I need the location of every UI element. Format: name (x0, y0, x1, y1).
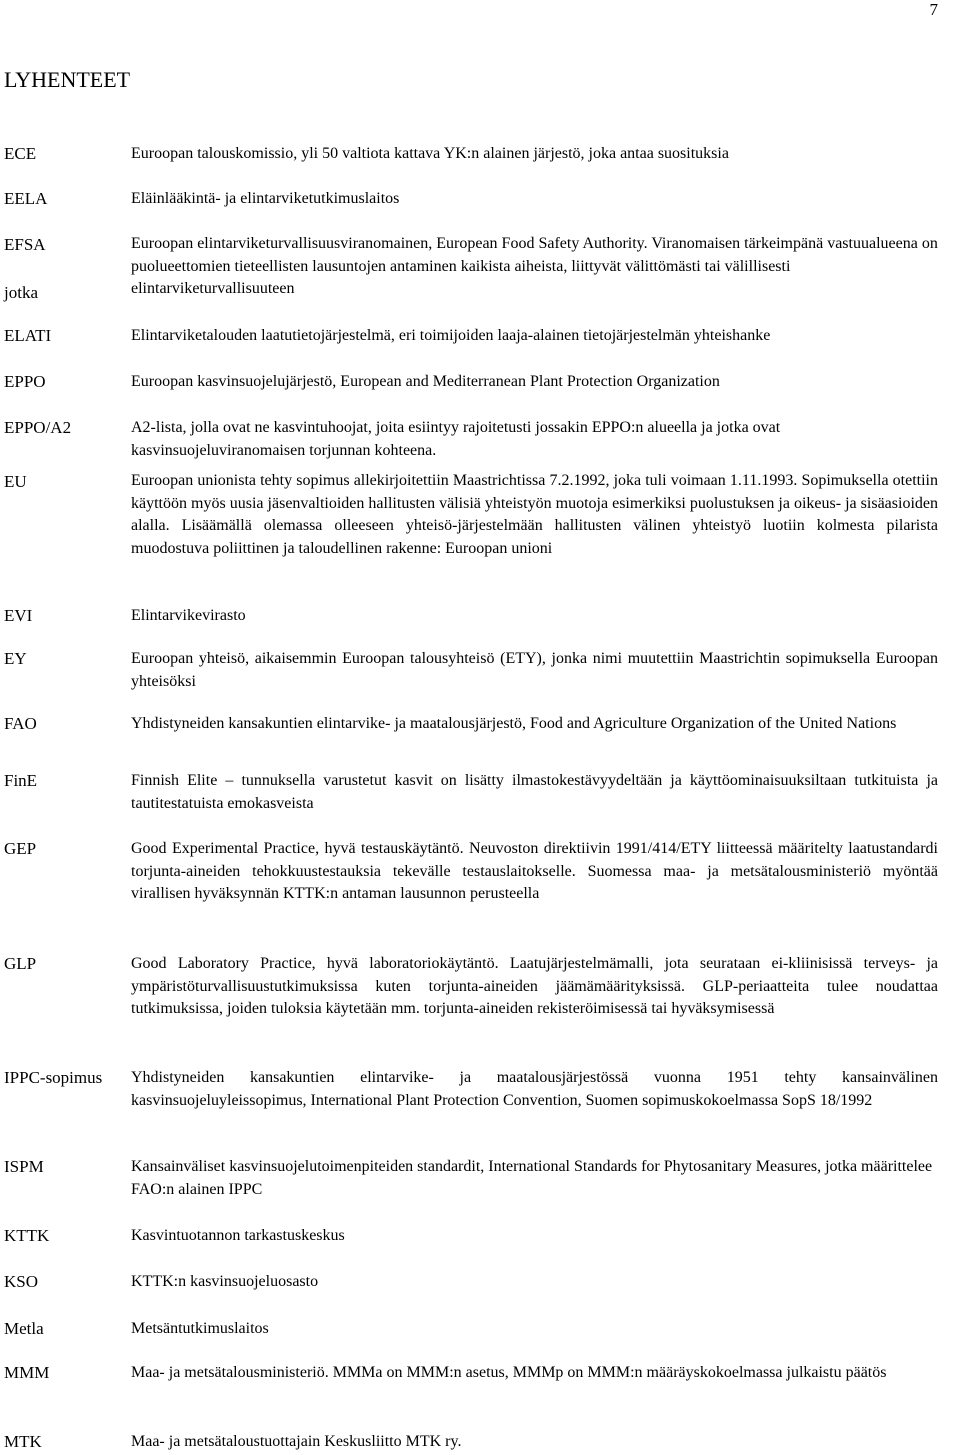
abbreviation-term: EELA (4, 189, 48, 208)
abbreviation-term: IPPC-sopimus (4, 1068, 103, 1087)
abbreviation-definition: Euroopan yhteisö, aikaisemmin Euroopan talousyhteisö (ETY), jonka nimi muutettiin Maastrichtin sopimuksella Euroopan yhteisöksi (131, 650, 938, 690)
abbreviation-term: EPPO (4, 372, 46, 391)
abbreviation-definition: Kansainväliset kasvinsuojelutoimenpiteiden standardit, International Standards for Phytosanitary Measures, jotka määrittelee FAO:n alainen IPPC (131, 1158, 933, 1198)
abbreviation-definition: Eläinlääkintä- ja elintarviketutkimuslaitos (131, 190, 400, 207)
abbreviation-definition: Euroopan kasvinsuojelujärjestö, European and Mediterranean Plant Protection Organization (131, 373, 720, 390)
abbreviation-definition: Elintarviketalouden laatutietojärjestelmä, eri toimijoiden laaja-alainen tietojärjestelmän yhteishanke (131, 327, 771, 344)
abbreviation-term: ELATI (4, 326, 52, 345)
abbreviation-term: EY (4, 649, 27, 668)
abbreviation-definition: Maa- ja metsätaloustuottajain Keskusliitto MTK ry. (131, 1433, 462, 1450)
abbreviation-definition: Elintarvikevirasto (131, 607, 246, 624)
abbreviation-definition: Kasvintuotannon tarkastuskeskus (131, 1227, 345, 1244)
abbreviation-definition: Good Experimental Practice, hyvä testauskäytäntö. Neuvoston direktiivin 1991/414/ETY liitteessä määritelty laatustandardi torjunta-aineiden tehokkuustestauksia tekevälle testauslaitokselle. Suomessa maa- ja metsätalousministeriö myöntää virallisen hyväksynnän KTTK:n antaman lausunnon perusteella (131, 840, 938, 902)
abbreviation-definition: Good Laboratory Practice, hyvä laboratoriokäytäntö. Laatujärjestelmämalli, jota seurataan ei-kliinisissä terveys- ja ympäristöturvallisuustutkimuksissa kuten torjunta-aineiden jäämämäärityksissä. GLP-periaatteita tulee noudattaa tutkimuksissa, joiden tuloksia käytetään mm. torjunta-aineiden rekisteröimisessä tai hyväksymisessä (131, 955, 938, 1017)
abbreviation-term: EVI (4, 606, 33, 625)
abbreviation-term: Metla (4, 1319, 44, 1338)
abbreviation-definition: Finnish Elite – tunnuksella varustetut kasvit on lisätty ilmastokestävyydeltään ja käyttöominaisuuksiltaan tutkituista ja tautitestatuista emokasveista (131, 772, 938, 812)
abbreviation-definition: Euroopan elintarviketurvallisuusviranomainen, European Food Safety Authority. Viranomaisen tärkeimpänä vastuualueena on puolueettomien tieteellisten lausuntojen antaminen kaikista aiheista, liittyvät välittömästi tai välillisesti elintarviketurvallisuuteen (131, 235, 938, 297)
abbreviation-term: GLP (4, 954, 37, 973)
abbreviation-term: ISPM (4, 1157, 44, 1176)
abbreviation-term: EFSA (4, 235, 46, 254)
abbreviation-definition: Euroopan unionista tehty sopimus allekirjoitettiin Maastrichtissa 7.2.1992, joka tuli voimaan 1.11.1993. Sopimuksella otettiin käyttöön myös uusia jäsenvaltioiden hallitusten välisiä yhteistyön muotoja esimerkiksi puolustuksen ja oikeus- ja sisäasioiden alalla. Lisäämällä olemassa olleeseen yhteisö-järjestelmään hallitusten välinen yhteistyö luotiin kolmesta pilarista muodostuva poliittinen ja taloudellinen rakenne: Euroopan unioni (131, 472, 938, 557)
abbreviation-term: KSO (4, 1272, 39, 1291)
abbreviation-term: MTK (4, 1432, 42, 1451)
abbreviation-definition: Euroopan talouskomissio, yli 50 valtiota kattava YK:n alainen järjestö, joka antaa suosituksia (131, 145, 729, 162)
abbreviation-term: KTTK (4, 1226, 50, 1245)
abbreviation-definition: Yhdistyneiden kansakuntien elintarvike- ja maatalousjärjestö, Food and Agriculture Organization of the United Nations (131, 715, 897, 732)
abbreviation-definition: KTTK:n kasvinsuojeluosasto (131, 1273, 319, 1290)
abbreviation-definition: Maa- ja metsätalousministeriö. MMMa on MMM:n asetus, MMMp on MMM:n määräyskokoelmassa julkaistu päätös (131, 1364, 887, 1381)
abbreviation-term-continuation: jotka (4, 283, 38, 302)
page-heading: LYHENTEET (4, 67, 131, 92)
abbreviation-definition: Metsäntutkimuslaitos (131, 1320, 269, 1337)
abbreviation-term: FAO (4, 714, 37, 733)
page-number: 7 (929, 0, 938, 19)
abbreviation-term: ECE (4, 144, 37, 163)
abbreviation-term: GEP (4, 839, 37, 858)
abbreviation-term: EPPO/A2 (4, 418, 72, 437)
abbreviation-definition: A2-lista, jolla ovat ne kasvintuhoojat, joita esiintyy rajoitetusti jossakin EPPO:n alueella ja jotka ovat kasvinsuojeluviranomaisen torjunnan kohteena. (131, 419, 781, 459)
abbreviation-definition: Yhdistyneiden kansakuntien elintarvike- ja maatalousjärjestössä vuonna 1951 tehty kansainvälinen kasvinsuojeluyleissopimus, International Plant Protection Convention, Suomen sopimuskokoelmassa SopS 18/1992 (131, 1069, 938, 1109)
abbreviation-term: MMM (4, 1363, 50, 1382)
abbreviation-term: FinE (4, 771, 38, 790)
abbreviation-term: EU (4, 472, 27, 491)
